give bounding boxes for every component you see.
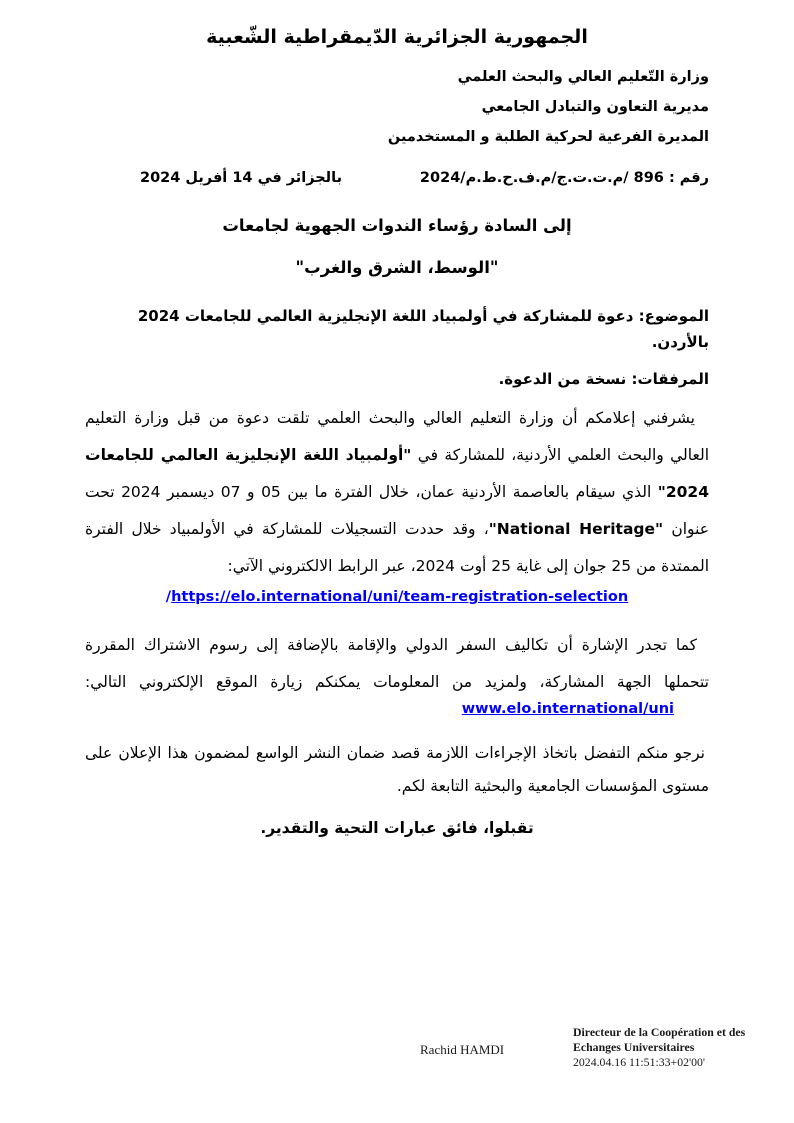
- p1-segment-3: الذي سيقام بالعاصمة الأردنية عمان، خلال الفترة ما بين 05 و 07 ديسمبر 2024 تحت عنوان: [85, 483, 709, 538]
- closing-salutation: تقبلوا، فائق عبارات التحية والتقدير.: [260, 819, 534, 837]
- country-title: الجمهورية الجزائرية الدّيمقراطية الشّعبية: [206, 26, 588, 48]
- registration-link[interactable]: https://elo.international/uni/team-registration-selection: [171, 589, 629, 605]
- digital-signature-stamp: [573, 1025, 783, 1070]
- p3-text: نرجو منكم التفضل باتخاذ الإجراءات اللازمة قصد ضمان النشر الواسع لمضمون هذا الإعلان على مستوى المؤسسات الجامعية والبحثية التابعة لكم.: [85, 744, 709, 795]
- website-link-line: [85, 701, 709, 717]
- paragraph-2: [85, 627, 709, 701]
- reference-row: [85, 170, 709, 186]
- stamp-title-line-2: Echanges Universitaires: [573, 1040, 695, 1054]
- ministry-name: وزارة التّعليم العالي والبحث العلمي: [457, 69, 709, 85]
- subdirectorate-name: المديرة الفرعية لحركية الطلبة و المستخدمين: [387, 129, 709, 145]
- p1-segment-2-olympiad-title: "أولمبياد اللغة الإنجليزية العالمي للجامعات 2024": [85, 446, 709, 501]
- registration-link-line: [85, 589, 709, 605]
- stamp-timestamp: 2024.04.16 11:51:33+02'00': [573, 1055, 706, 1069]
- website-link[interactable]: www.elo.international/uni: [461, 701, 674, 717]
- p1-segment-5: ، وقد حددت التسجيلات للمشاركة في الأولمبياد خلال الفترة الممتدة من 25 جوان إلى غاية 25 أوت 2024، عبر الرابط الالكتروني الآتي:: [85, 520, 709, 575]
- letterhead-block: [85, 62, 709, 152]
- p1-segment-4-event-theme: "National Heritage": [488, 520, 664, 538]
- addressee-line-1: إلى السادة رؤساء الندوات الجهوية لجامعات: [222, 216, 572, 235]
- paragraph-1: [85, 400, 709, 585]
- p1-segment-1: يشرفني إعلامكم أن وزارة التعليم العالي والبحث العلمي تلقت دعوة من قبل وزارة التعليم العالي والبحث العلمي الأردنية، للمشاركة في: [85, 409, 709, 464]
- p2-text: كما تجدر الإشارة أن تكاليف السفر الدولي والإقامة بالإضافة إلى رسوم الاشتراك المقررة تتحملها الجهة المشاركة، ولمزيد من المعلومات يمكنكم زيارة الموقع الإلكتروني التالي:: [85, 636, 709, 691]
- signatory-name: Rachid HAMDI: [420, 1042, 505, 1057]
- directorate-name: مديرية التعاون والتبادل الجامعي: [481, 99, 709, 115]
- reference-number: رقم : 896 /م.ت.ت.ج/م.ف.ح.ط.م/2024: [419, 170, 709, 186]
- attachments-line: المرفقات: نسخة من الدعوة.: [498, 370, 709, 388]
- slash-prefix: /: [165, 589, 172, 605]
- addressee-line-2: "الوسط، الشرق والغرب": [295, 258, 499, 277]
- stamp-title-line-1: Directeur de la Coopération et des: [573, 1025, 746, 1039]
- paragraph-3: [85, 737, 709, 803]
- subject-line: الموضوع: دعوة للمشاركة في أولمبياد اللغة الإنجليزية العالمي للجامعات 2024 بالأردن.: [137, 307, 709, 351]
- place-date: بالجزائر في 14 أفريل 2024: [140, 170, 343, 186]
